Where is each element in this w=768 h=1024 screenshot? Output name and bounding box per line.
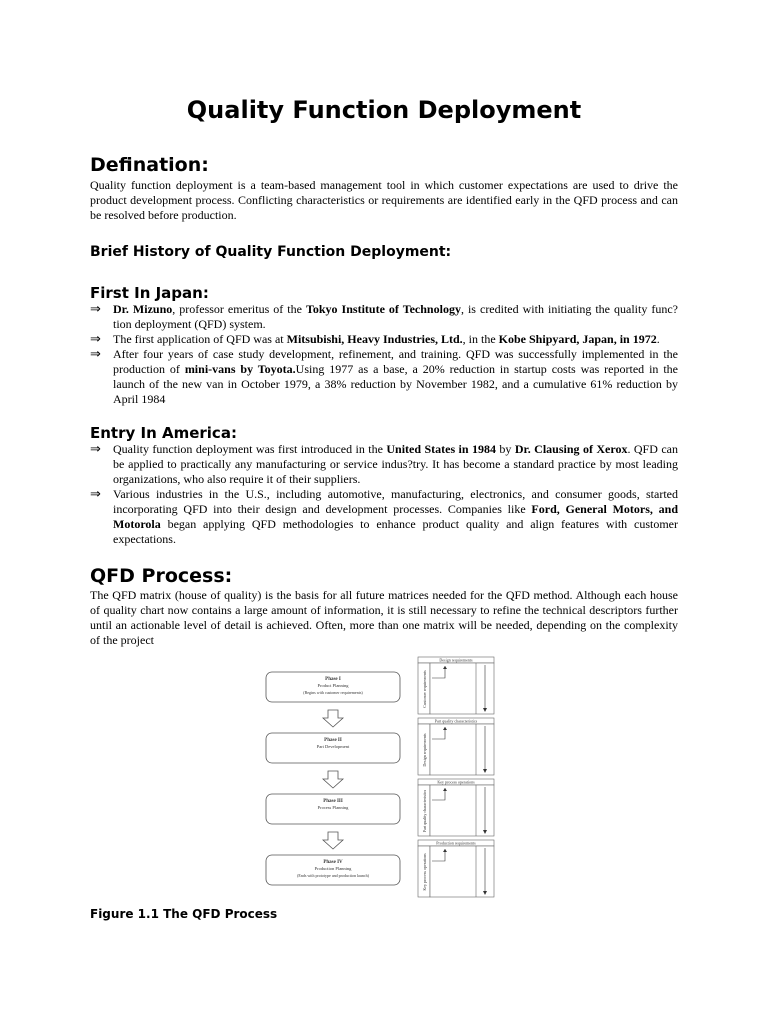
matrix-body: [430, 785, 494, 836]
down-arrow-icon: [323, 771, 343, 788]
double-arrow-icon: ⇒: [90, 302, 101, 317]
phase-name: Process Planning: [317, 805, 349, 810]
text-run: , professor emeritus of the: [172, 302, 306, 316]
history-heading: Brief History of Quality Function Deployment:: [90, 244, 452, 260]
bold-text: Tokyo Institute of Technology: [305, 302, 461, 316]
america-item: [90, 442, 678, 487]
america-heading: Entry In America:: [90, 424, 237, 442]
text-run: , is credited with initiating the quality func?tion deployment (QFD) system.: [113, 302, 679, 331]
matrix-body: [430, 724, 494, 775]
definition-heading: Defination:: [90, 154, 209, 176]
phase-name: Product Planning: [317, 683, 349, 688]
matrix-body: [430, 663, 494, 714]
text-run: After four years of case study development, refinement, and training. QFD was successfully implemented in the production of: [113, 347, 678, 376]
process-text: The QFD matrix (house of quality) is the basis for all future matrices needed for the QFD method. Although each house of quality chart now contains a large amount of information, it is still necessary to refine the technical descriptors further until an actionable level of detail is achieved. Often, more than one matrix will be needed, depending on the complexity of the project: [90, 588, 678, 647]
bold-text: Dr. Clausing of Xerox: [514, 442, 628, 456]
phase-title: Phase IV: [323, 860, 343, 865]
bold-text: Mitsubishi, Heavy Industries, Ltd.: [286, 332, 463, 346]
bold-text: United States in 1984: [386, 442, 496, 456]
bold-text: mini-vans by Toyota.: [184, 362, 296, 376]
process-heading: QFD Process:: [90, 565, 233, 587]
matrix-side-label: Customer requirements: [422, 670, 427, 708]
japan-list: [90, 302, 678, 407]
matrix-top-label: Key process operations: [437, 779, 475, 785]
phase-note: (Begins with customer requirements): [303, 690, 363, 695]
down-arrow-icon: [323, 832, 343, 849]
phase-title: Phase I: [325, 677, 341, 682]
matrix-top-label: Production requirements: [436, 840, 476, 846]
definition-text: Quality function deployment is a team-based management tool in which customer expectations are used to drive the product development process. Conflicting characteristics or requirements are identified early in the QFD process and can be resolved before production.: [90, 178, 678, 222]
text-run: . QFD can be applied to practically any manufacturing or service indus?try. It has become a standard practice by most leading organizations, who also require it of their suppliers.: [113, 442, 678, 486]
text-run: began applying QFD methodologies to enhance product quality and align features with customer expectations.: [113, 517, 678, 546]
text-run: Using 1977 as a base, a 20% reduction in startup costs was reported in the launch of the new van in October 1979, a 38% reduction by November 1982, and a cumulative 61% reduction by April 1984: [113, 362, 678, 406]
phase-note: (Ends with prototype and production launch): [297, 873, 369, 878]
text-run: Various industries in the U.S., including automotive, manufacturing, electronics, and consumer goods, started incorporating QFD into their design and development processes. Companies like: [113, 487, 678, 516]
double-arrow-icon: ⇒: [90, 442, 101, 457]
down-arrow-icon: [323, 710, 343, 727]
figure-caption: Figure 1.1 The QFD Process: [90, 907, 278, 921]
double-arrow-icon: ⇒: [90, 332, 101, 347]
text-run: Quality function deployment was first introduced in the: [113, 442, 387, 456]
matrix-top-label: Design requirements: [439, 657, 473, 663]
matrix-side-label: Design requirements: [422, 733, 427, 767]
phase-title: Phase III: [323, 799, 343, 804]
matrix-body: [430, 846, 494, 897]
phase-name: Part Development: [316, 744, 350, 749]
matrix-side-label: Key process operations: [422, 853, 427, 891]
japan-heading: First In Japan:: [90, 284, 209, 302]
text-run: The first application of QFD was at: [113, 332, 287, 346]
text-run: , in the: [462, 332, 499, 346]
bold-text: Dr. Mizuno: [113, 302, 173, 316]
japan-item: [90, 302, 678, 332]
qfd-diagram: [264, 654, 592, 898]
bold-text: Ford, General Motors, and Motorola: [113, 502, 678, 531]
text-run: .: [656, 332, 660, 346]
america-item: [90, 487, 678, 547]
america-list: [90, 442, 678, 547]
japan-item: [90, 347, 678, 407]
page-title: Quality Function Deployment: [186, 96, 582, 124]
bold-text: Kobe Shipyard, Japan, in 1972: [498, 332, 657, 346]
matrix-side-label: Part quality characteristics: [422, 789, 427, 833]
matrix-top-label: Part quality characteristics: [434, 718, 478, 724]
phase-name: Production Planning: [314, 866, 352, 871]
qfd-process-figure: [264, 654, 592, 898]
japan-item: [90, 332, 678, 347]
phase-title: Phase II: [324, 738, 342, 743]
double-arrow-icon: ⇒: [90, 487, 101, 502]
text-run: by: [495, 442, 515, 456]
double-arrow-icon: ⇒: [90, 347, 101, 362]
